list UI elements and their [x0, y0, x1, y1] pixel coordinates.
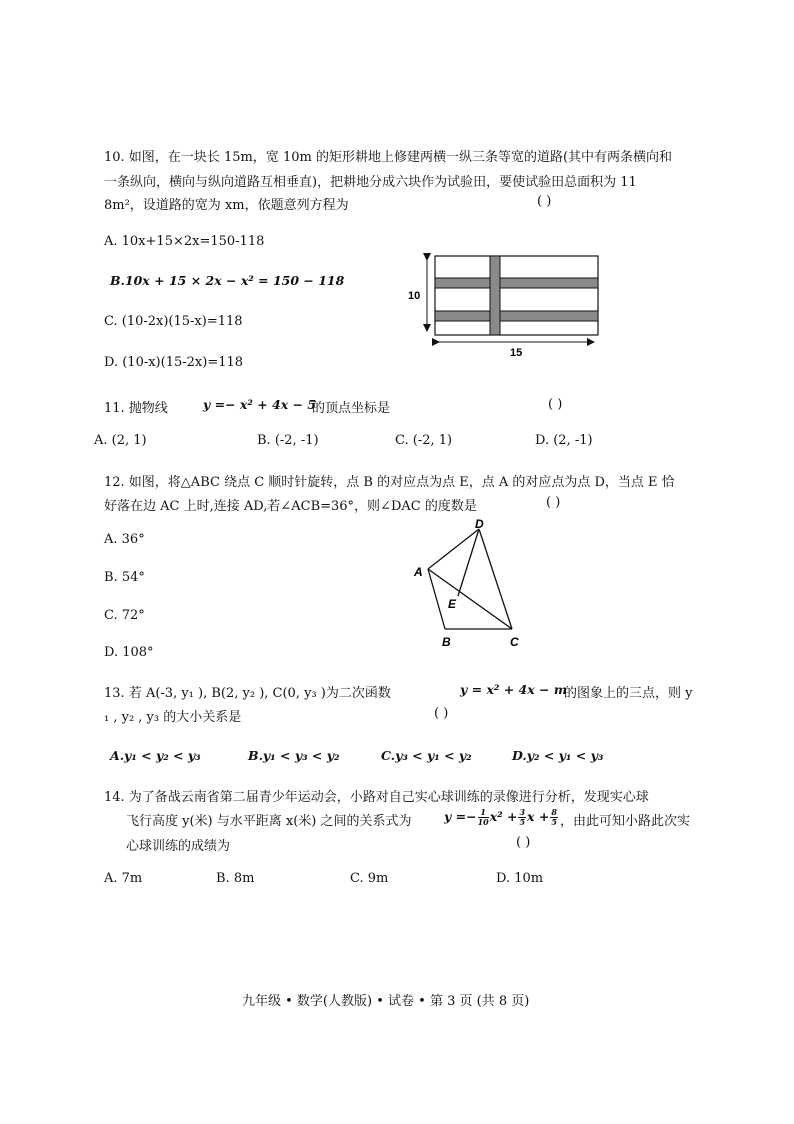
q11-option-d: D. (2, -1)	[535, 433, 593, 448]
segment-ad	[428, 529, 479, 569]
q11-stem-lead: 11. 抛物线	[104, 401, 168, 416]
q10-option-d: D. (10-x)(15-2x)=118	[104, 355, 244, 370]
q14-stem-line3: 心球训练的成绩为	[126, 839, 231, 854]
q10-stem-line2: 一条纵向，横向与纵向道路互相垂直)，把耕地分成六块作为试验田，要使试验田总面积为 11	[104, 175, 637, 190]
road-horizontal-top	[435, 278, 598, 288]
q13-option-d: D.y₂ < y₁ < y₃	[512, 748, 604, 763]
q11-option-c: C. (-2, 1)	[395, 433, 453, 448]
q13-option-b: B.y₁ < y₃ < y₂	[248, 748, 340, 763]
q10-option-a: A. 10x+15×2x=150-118	[104, 234, 265, 249]
q13-stem-lead: 13. 若 A(-3, y₁ ), B(2, y₂ ), C(0, y₃ )为二次函数	[104, 686, 391, 701]
q13-formula: y = x² + 4x − m	[460, 682, 568, 697]
q11-formula: y =− x² + 4x − 5	[203, 397, 317, 412]
q14-stem-line2-tail: ，由此可知小路此次实	[560, 814, 691, 829]
label-d: D	[475, 517, 484, 531]
q10-answer-paren: ( )	[537, 194, 552, 209]
page-footer: 九年级 • 数学(人教版) • 试卷 • 第 3 页 (共 8 页)	[242, 994, 530, 1009]
q10-option-b: B.10x + 15 × 2x − x² = 150 − 118	[110, 273, 345, 288]
q11-stem-tail: 的顶点坐标是	[312, 401, 391, 416]
label-b: B	[442, 635, 451, 649]
segment-dc	[479, 529, 512, 629]
q14-fraction-3-5: $\frac{3}{5}$	[519, 807, 526, 827]
q14-fraction-8-5: $\frac{8}{5}$	[551, 807, 557, 827]
q14-formula-y: y =−	[444, 809, 477, 824]
q14-formula	[444, 804, 559, 830]
segment-ab	[428, 569, 445, 629]
q10-stem-line3: 8m²，设道路的宽为 xm，依题意列方程为	[104, 198, 349, 213]
q10-stem-line1: 10. 如图，在一块长 15m，宽 10m 的矩形耕地上修建两横一纵三条等宽的道路(其中有两条横向和	[104, 150, 673, 165]
q14-fraction-1-10: $\frac{1}{10}$	[477, 807, 489, 827]
road-vertical	[490, 256, 500, 335]
label-15: 15	[510, 347, 523, 359]
q12-option-a: A. 36°	[104, 532, 145, 547]
q11-option-b: B. (-2, -1)	[257, 433, 319, 448]
q10-field-figure	[404, 250, 604, 360]
q14-option-b: B. 8m	[216, 871, 255, 886]
segment-ac	[428, 569, 512, 629]
q13-stem-tail: 的图象上的三点，则 y	[564, 686, 693, 701]
road-horizontal-bottom	[435, 311, 598, 321]
q13-option-c: C.y₃ < y₁ < y₂	[381, 748, 472, 763]
q14-formula-x: x +	[527, 809, 550, 824]
q13-stem-line2: ₁ , y₂ , y₃ 的大小关系是	[104, 710, 242, 725]
segment-de	[458, 529, 479, 596]
q12-option-c: C. 72°	[104, 608, 145, 623]
label-e: E	[448, 597, 457, 611]
q14-answer-paren: ( )	[516, 835, 531, 850]
q14-formula-x2: x² +	[489, 809, 518, 824]
q12-option-b: B. 54°	[104, 570, 145, 585]
q12-triangle-figure	[408, 512, 528, 652]
q14-option-c: C. 9m	[350, 871, 389, 886]
q14-stem-line2-lead: 飞行高度 y(米) 与水平距离 x(米) 之间的关系式为	[126, 814, 412, 829]
q13-answer-paren: ( )	[434, 706, 449, 721]
q12-option-d: D. 108°	[104, 645, 154, 660]
q10-option-c: C. (10-2x)(15-x)=118	[104, 314, 243, 329]
label-10: 10	[408, 290, 421, 302]
q14-option-a: A. 7m	[104, 871, 143, 886]
q11-answer-paren: ( )	[548, 397, 563, 412]
label-a: A	[414, 565, 423, 579]
q11-option-a: A. (2, 1)	[94, 433, 147, 448]
field-rectangle	[435, 256, 598, 335]
q12-stem-line2: 好落在边 AC 上时,连接 AD,若∠ACB=36°，则∠DAC 的度数是	[104, 499, 477, 514]
q13-option-a: A.y₁ < y₂ < y₃	[110, 748, 201, 763]
label-c: C	[510, 635, 519, 649]
q12-stem-line1: 12. 如图，将△ABC 绕点 C 顺时针旋转，点 B 的对应点为点 E，点 A 的对应点为点 D，当点 E 恰	[104, 475, 675, 490]
q14-stem-line1: 14. 为了备战云南省第二届青少年运动会，小路对自己实心球训练的录像进行分析，发现实心球	[104, 790, 649, 805]
q14-option-d: D. 10m	[496, 871, 544, 886]
q12-answer-paren: ( )	[546, 495, 561, 510]
